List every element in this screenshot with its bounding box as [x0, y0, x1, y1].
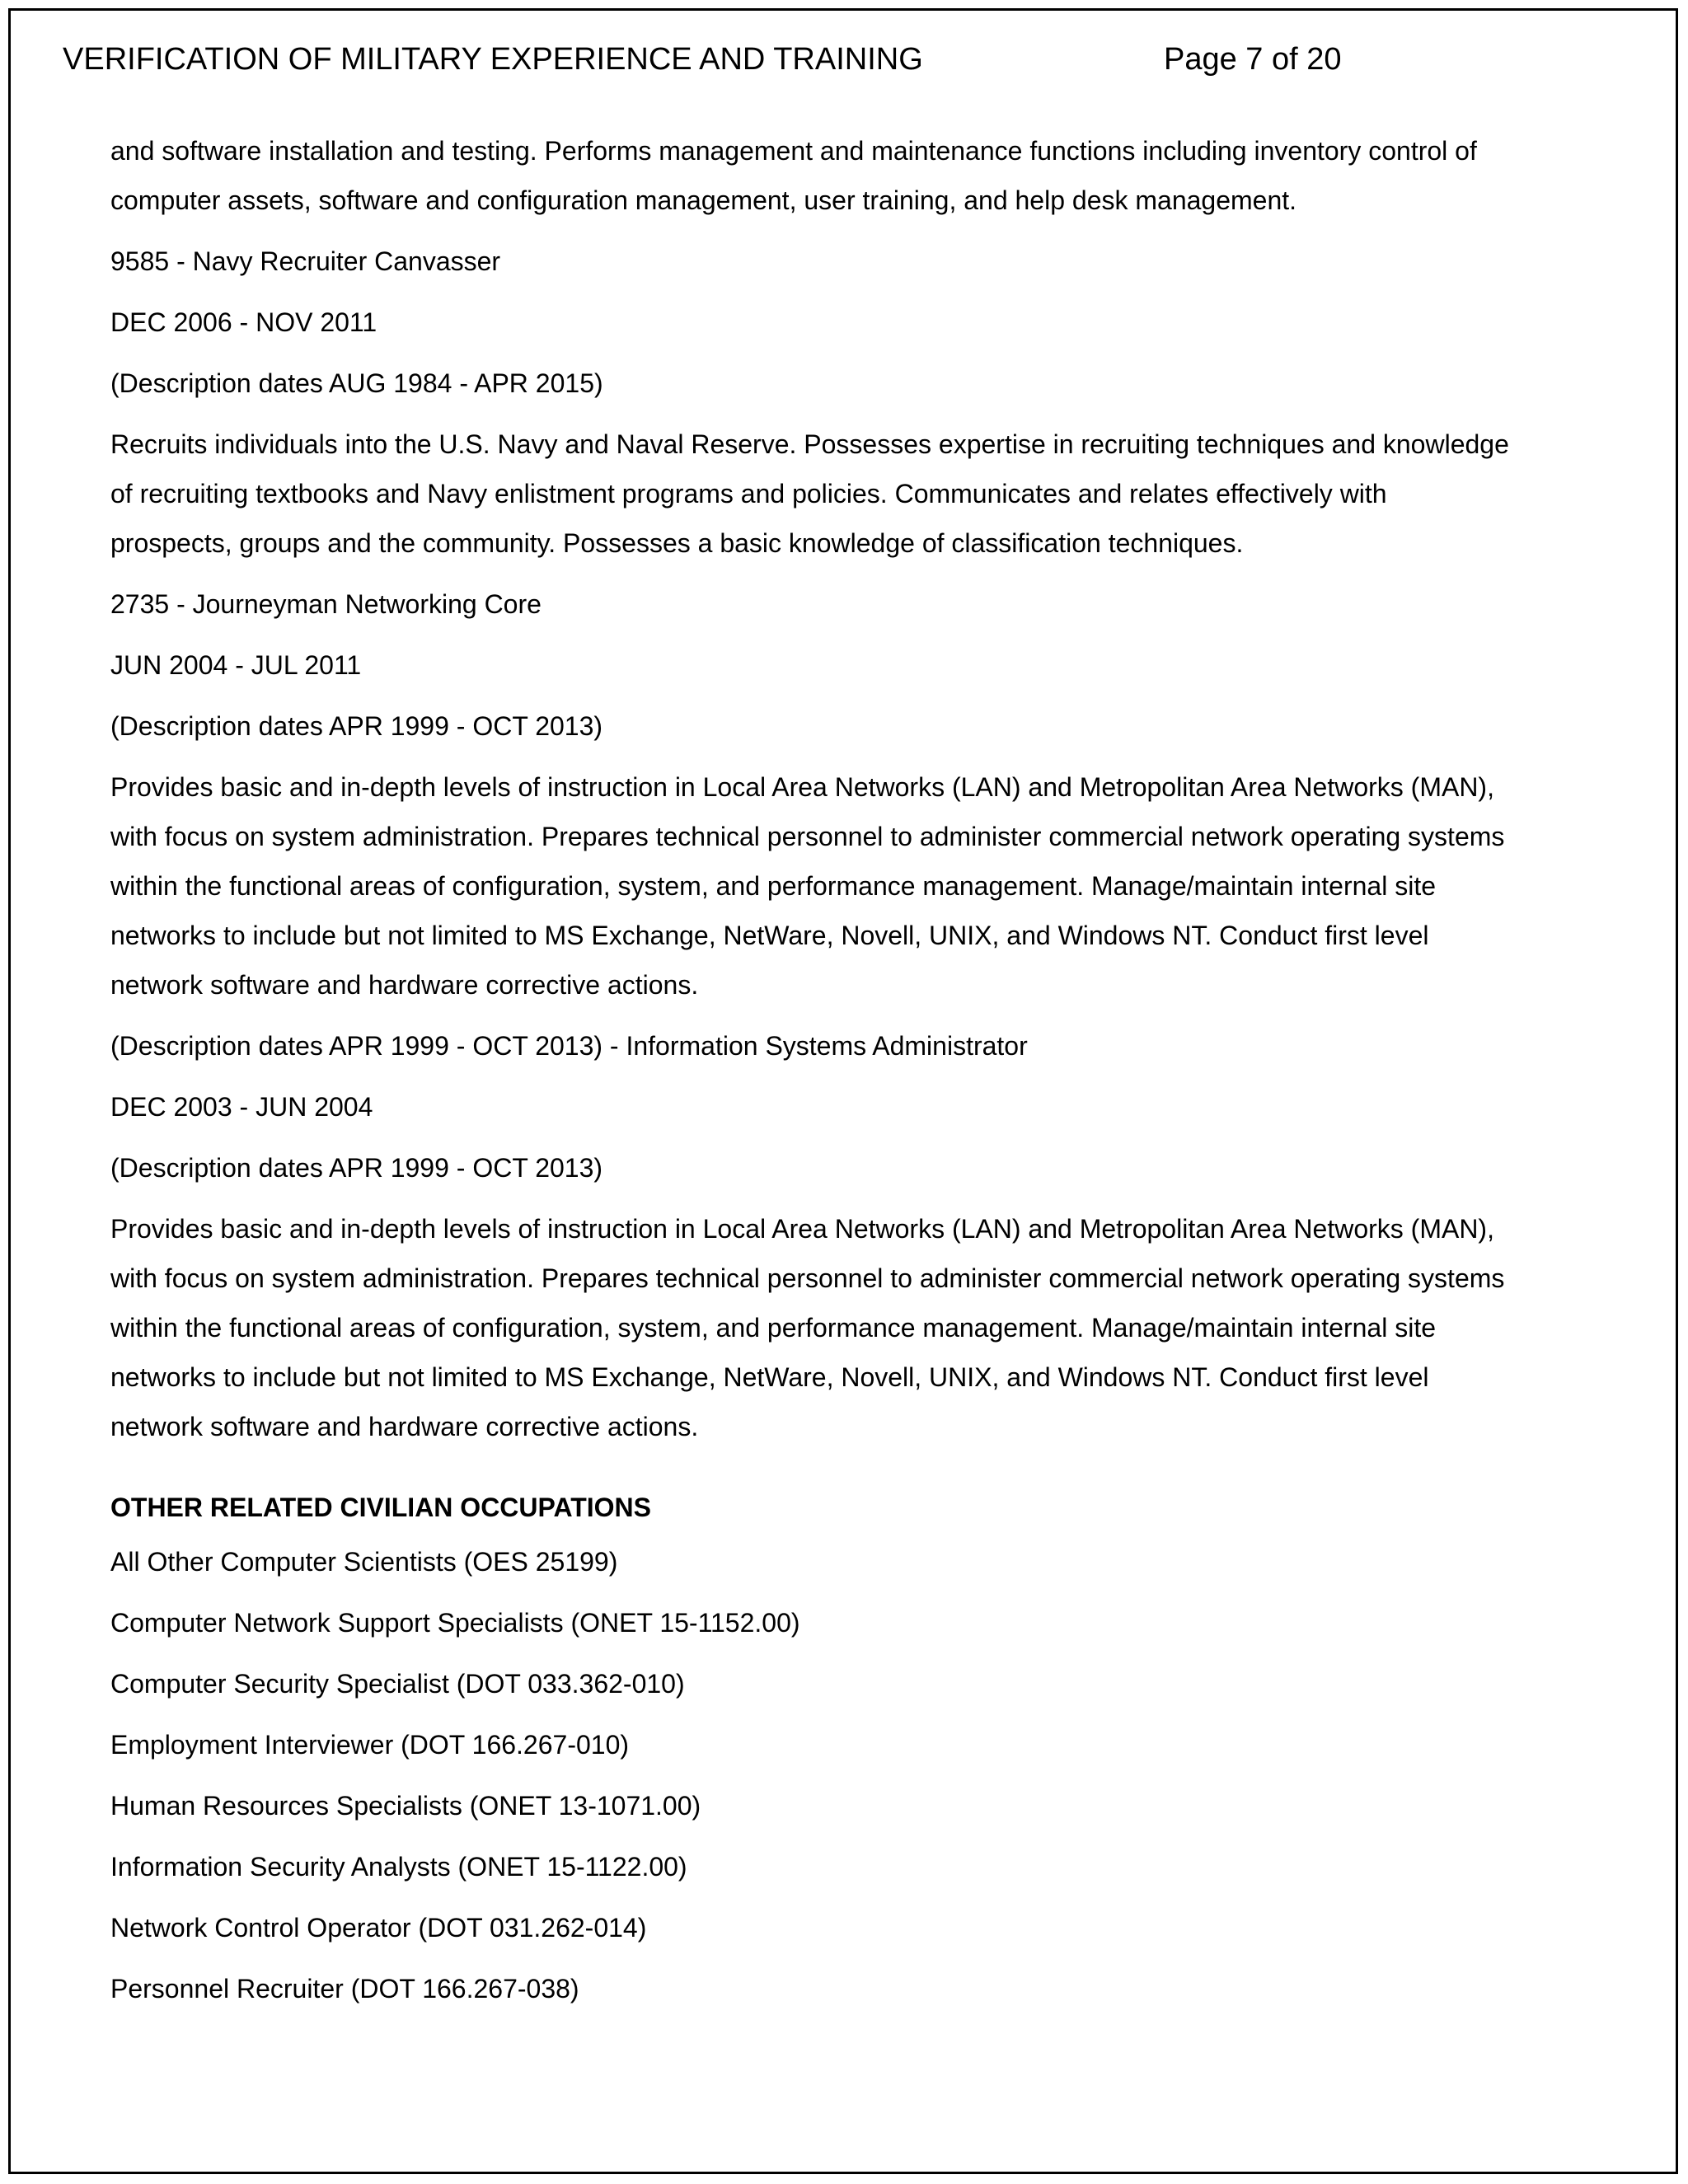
text-line: JUN 2004 - JUL 2011 — [110, 650, 362, 680]
text-line: (Description dates APR 1999 - OCT 2013) — [110, 711, 603, 741]
occupation-item: Human Resources Specialists (ONET 13-1071.00) — [110, 1791, 701, 1821]
occupation-list — [110, 1537, 1594, 2013]
paragraph — [110, 640, 1594, 690]
text-line: DEC 2003 - JUN 2004 — [110, 1092, 373, 1122]
text-line: network software and hardware corrective actions. — [110, 970, 699, 1000]
paragraph — [110, 1143, 1594, 1193]
occupation-item: All Other Computer Scientists (OES 25199) — [110, 1547, 618, 1577]
text-line: networks to include but not limited to MS Exchange, NetWare, Novell, UNIX, and Windows NT. Conduct first level — [110, 921, 1429, 950]
text-line: DEC 2006 - NOV 2011 — [110, 307, 377, 337]
occupation-item: Network Control Operator (DOT 031.262-014) — [110, 1913, 647, 1943]
text-line: 9585 - Navy Recruiter Canvasser — [110, 246, 501, 276]
paragraph — [110, 579, 1594, 629]
section-heading: OTHER RELATED CIVILIAN OCCUPATIONS — [110, 1493, 651, 1522]
paragraph — [110, 762, 1594, 1010]
occupation-item: Employment Interviewer (DOT 166.267-010) — [110, 1730, 630, 1760]
occupation-item: Information Security Analysts (ONET 15-1122.00) — [110, 1852, 687, 1882]
text-line: 2735 - Journeyman Networking Core — [110, 589, 542, 619]
document-title: VERIFICATION OF MILITARY EXPERIENCE AND TRAINING — [63, 42, 923, 77]
paragraph — [110, 298, 1594, 347]
text-line: Provides basic and in-depth levels of instruction in Local Area Networks (LAN) and Metropolitan Area Networks (MAN), — [110, 772, 1494, 802]
text-line: with focus on system administration. Prepares technical personnel to administer commercial network operating systems — [110, 822, 1505, 851]
occupation-item: Computer Network Support Specialists (ONET 15-1152.00) — [110, 1608, 800, 1638]
paragraph — [110, 359, 1594, 408]
text-line: Recruits individuals into the U.S. Navy and Naval Reserve. Possesses expertise in recruiting techniques and knowledge — [110, 429, 1509, 459]
text-line: of recruiting textbooks and Navy enlistment programs and policies. Communicates and relates effectively with — [110, 479, 1387, 509]
text-line: and software installation and testing. Performs management and maintenance functions including inventory control of — [110, 136, 1477, 166]
text-line: within the functional areas of configuration, system, and performance management. Manage/maintain internal site — [110, 871, 1436, 901]
paragraph — [110, 126, 1594, 225]
document-body — [110, 126, 1594, 2025]
text-line: with focus on system administration. Prepares technical personnel to administer commercial network operating systems — [110, 1263, 1505, 1293]
text-line: prospects, groups and the community. Possesses a basic knowledge of classification techniques. — [110, 528, 1244, 558]
text-line: network software and hardware corrective actions. — [110, 1412, 699, 1441]
description-blocks — [110, 126, 1594, 1451]
text-line: (Description dates APR 1999 - OCT 2013) — [110, 1153, 603, 1183]
text-line: Provides basic and in-depth levels of instruction in Local Area Networks (LAN) and Metropolitan Area Networks (MAN), — [110, 1214, 1494, 1244]
paragraph — [110, 237, 1594, 286]
paragraph — [110, 1082, 1594, 1132]
occupation-item: Personnel Recruiter (DOT 166.267-038) — [110, 1974, 579, 2004]
occupation-item: Computer Security Specialist (DOT 033.362-010) — [110, 1669, 685, 1699]
paragraph — [110, 1204, 1594, 1451]
paragraph — [110, 701, 1594, 751]
text-line: computer assets, software and configuration management, user training, and help desk management. — [110, 185, 1297, 215]
text-line: networks to include but not limited to MS Exchange, NetWare, Novell, UNIX, and Windows NT. Conduct first level — [110, 1362, 1429, 1392]
text-line: (Description dates AUG 1984 - APR 2015) — [110, 368, 603, 398]
paragraph — [110, 419, 1594, 568]
paragraph — [110, 1021, 1594, 1071]
text-line: within the functional areas of configuration, system, and performance management. Manage/maintain internal site — [110, 1313, 1436, 1343]
text-line: (Description dates APR 1999 - OCT 2013) - Information Systems Administrator — [110, 1031, 1028, 1061]
page-number: Page 7 of 20 — [1164, 42, 1342, 77]
